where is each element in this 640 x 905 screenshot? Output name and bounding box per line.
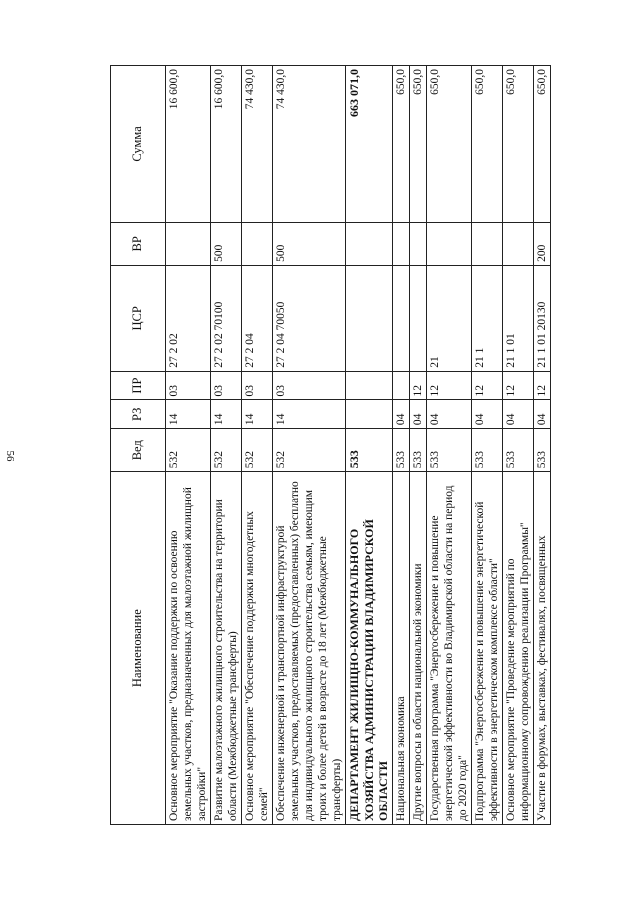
cell-sum: 74 430,0 — [273, 66, 346, 223]
cell-sum: 650,0 — [427, 66, 472, 223]
page-number: 56 — [4, 450, 16, 462]
cell-pr — [393, 371, 410, 400]
cell-sum: 74 430,0 — [242, 66, 273, 223]
cell-sum: 650,0 — [410, 66, 427, 223]
cell-vr: 500 — [273, 222, 346, 265]
cell-ved: 533 — [503, 429, 534, 472]
table-row — [534, 66, 551, 825]
cell-pr: 03 — [166, 371, 211, 400]
cell-rz: 14 — [166, 400, 211, 429]
cell-vr — [472, 222, 503, 265]
cell-rz: 14 — [242, 400, 273, 429]
header-name: Наименование — [111, 472, 166, 825]
cell-name: Обеспечение инженерной и транспортной инфраструктурой земельных участков, предоставляемых (предоставленных) бесплатно для индивидуального жилищного строительства семьям, имеющим троих и более детей в возрасте до 18 лет (Межбюджетные трансферты) — [273, 472, 346, 825]
cell-name: Национальная экономика — [393, 472, 410, 825]
cell-sum: 650,0 — [503, 66, 534, 223]
cell-pr: 12 — [503, 371, 534, 400]
budget-table-wrapper — [110, 65, 600, 825]
table-row — [273, 66, 346, 825]
cell-vr: 500 — [211, 222, 242, 265]
header-pr: ПР — [111, 371, 166, 400]
cell-sum: 650,0 — [534, 66, 551, 223]
cell-pr: 12 — [534, 371, 551, 400]
cell-name: Другие вопросы в области национальной экономики — [410, 472, 427, 825]
table-row — [410, 66, 427, 825]
cell-name: Основное мероприятие "Обеспечение поддержки многодетных семей" — [242, 472, 273, 825]
cell-ved: 533 — [472, 429, 503, 472]
budget-table — [110, 65, 551, 825]
cell-ved: 533 — [410, 429, 427, 472]
cell-csr — [393, 265, 410, 371]
cell-pr: 12 — [427, 371, 472, 400]
cell-rz: 04 — [472, 400, 503, 429]
cell-rz: 04 — [393, 400, 410, 429]
cell-csr: 21 1 01 20130 — [534, 265, 551, 371]
cell-ved: 533 — [393, 429, 410, 472]
cell-ved: 533 — [346, 429, 393, 472]
header-ved: Вед — [111, 429, 166, 472]
cell-ved: 532 — [273, 429, 346, 472]
cell-rz: 14 — [211, 400, 242, 429]
table-row — [242, 66, 273, 825]
cell-sum: 16 600,0 — [166, 66, 211, 223]
header-rz: РЗ — [111, 400, 166, 429]
cell-sum: 650,0 — [472, 66, 503, 223]
cell-vr — [427, 222, 472, 265]
cell-csr: 27 2 02 — [166, 265, 211, 371]
cell-rz: 04 — [410, 400, 427, 429]
cell-ved: 532 — [166, 429, 211, 472]
cell-vr — [242, 222, 273, 265]
table-row — [472, 66, 503, 825]
cell-vr — [166, 222, 211, 265]
cell-name: Основное мероприятие "Проведение мероприятий по информационному сопровождению реализации Программы" — [503, 472, 534, 825]
cell-vr — [393, 222, 410, 265]
cell-name: Государственная программа "Энергосбережение и повышение энергетической эффективности во Владимирской области на период до 2020 года" — [427, 472, 472, 825]
cell-pr — [346, 371, 393, 400]
cell-name: Развитие малоэтажного жилищного строительства на территории области (Межбюджетные трансферты) — [211, 472, 242, 825]
cell-rz: 14 — [273, 400, 346, 429]
cell-vr: 200 — [534, 222, 551, 265]
cell-pr: 03 — [242, 371, 273, 400]
cell-vr — [346, 222, 393, 265]
table-row — [503, 66, 534, 825]
cell-csr: 21 1 — [472, 265, 503, 371]
cell-csr: 27 2 04 — [242, 265, 273, 371]
cell-name: Подпрограмма "Энергосбережение и повышение энергетической эффективности в энергетическом комплексе области" — [472, 472, 503, 825]
cell-csr: 21 — [427, 265, 472, 371]
cell-pr: 03 — [273, 371, 346, 400]
table-row — [346, 66, 393, 825]
cell-vr — [410, 222, 427, 265]
cell-pr: 12 — [472, 371, 503, 400]
table-row — [211, 66, 242, 825]
cell-rz: 04 — [503, 400, 534, 429]
cell-sum: 16 600,0 — [211, 66, 242, 223]
cell-ved: 532 — [242, 429, 273, 472]
cell-csr — [346, 265, 393, 371]
cell-csr — [410, 265, 427, 371]
table-row — [393, 66, 410, 825]
cell-name: Участие в форумах, выставках, фестивалях, посвященных — [534, 472, 551, 825]
cell-csr: 21 1 01 — [503, 265, 534, 371]
cell-rz: 04 — [427, 400, 472, 429]
cell-rz: 04 — [534, 400, 551, 429]
table-header-row — [111, 66, 166, 825]
cell-name: Основное мероприятие "Оказание поддержки по освоению земельных участков, предназначенных для малоэтажной жилищной застройки" — [166, 472, 211, 825]
cell-ved: 533 — [427, 429, 472, 472]
cell-csr: 27 2 02 70100 — [211, 265, 242, 371]
header-csr: ЦСР — [111, 265, 166, 371]
header-sum: Сумма — [111, 66, 166, 223]
cell-rz — [346, 400, 393, 429]
table-row — [427, 66, 472, 825]
cell-ved: 532 — [211, 429, 242, 472]
cell-name: ДЕПАРТАМЕНТ ЖИЛИЩНО-КОММУНАЛЬНОГО ХОЗЯЙСТВА АДМИНИСТРАЦИИ ВЛАДИМИРСКОЙ ОБЛАСТИ — [346, 472, 393, 825]
cell-ved: 533 — [534, 429, 551, 472]
table-body — [166, 66, 551, 825]
header-vr: ВР — [111, 222, 166, 265]
cell-pr: 03 — [211, 371, 242, 400]
cell-sum: 663 071,0 — [346, 66, 393, 223]
cell-vr — [503, 222, 534, 265]
cell-sum: 650,0 — [393, 66, 410, 223]
cell-pr: 12 — [410, 371, 427, 400]
cell-csr: 27 2 04 70050 — [273, 265, 346, 371]
table-row — [166, 66, 211, 825]
